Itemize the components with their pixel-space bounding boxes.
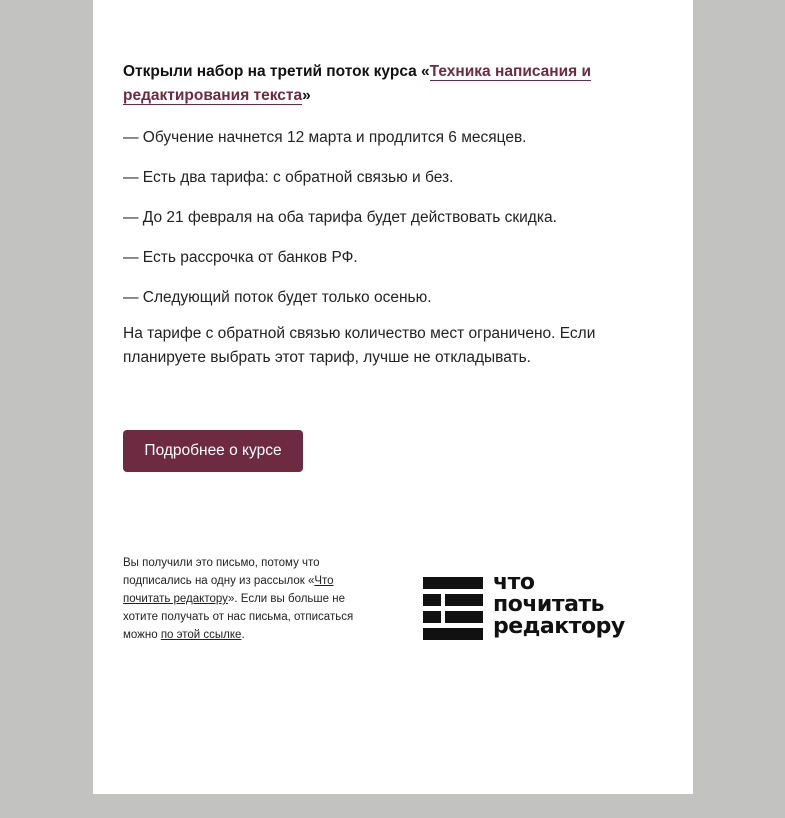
bullet-installment: — Есть рассрочка от банков РФ. <box>123 249 358 266</box>
bullet-discount: — До 21 февраля на оба тарифа будет действовать скидка. <box>123 209 557 226</box>
bullet-start-date: — Обучение начнется 12 марта и продлится 6 месяцев. <box>123 129 527 146</box>
limited-seats-paragraph: На тарифе с обратной связью количество мест ограничено. Если планируете выбрать этот тариф, лучше не откладывать. <box>123 325 596 366</box>
course-link[interactable]: Техника написания и редактирования текста <box>123 63 592 104</box>
logo-wordmark <box>493 572 625 638</box>
headline <box>123 60 643 108</box>
footer-text-2: ». Если вы больше не хотите получать от нас письма, отписаться можно <box>123 593 354 641</box>
bullet-tariffs: — Есть два тарифа: с обратной связью и без. <box>123 169 454 186</box>
footer-notice <box>123 554 383 644</box>
unsubscribe-link[interactable]: по этой ссылке <box>160 629 242 641</box>
logo-bars-icon <box>423 576 483 640</box>
headline-prefix: Открыли набор на третий поток курса « <box>123 63 430 80</box>
bullet-next-stream: — Следующий поток будет только осенью. <box>123 289 432 306</box>
logo-line-2: почитать <box>493 592 605 617</box>
email-card <box>93 0 693 794</box>
footer-text-3: . <box>241 629 245 641</box>
newsletter-link[interactable]: Что почитать редактору <box>123 575 334 605</box>
logo-line-3: редактору <box>493 614 625 639</box>
email-content <box>123 60 643 370</box>
course-details-button[interactable]: Подробнее о курсе <box>123 430 303 472</box>
logo-line-1: что <box>493 570 535 595</box>
brand-logo <box>423 570 658 642</box>
headline-suffix: » <box>302 87 311 104</box>
footer-text-1: Вы получили это письмо, потому что подписались на одну из рассылок « <box>123 557 320 587</box>
